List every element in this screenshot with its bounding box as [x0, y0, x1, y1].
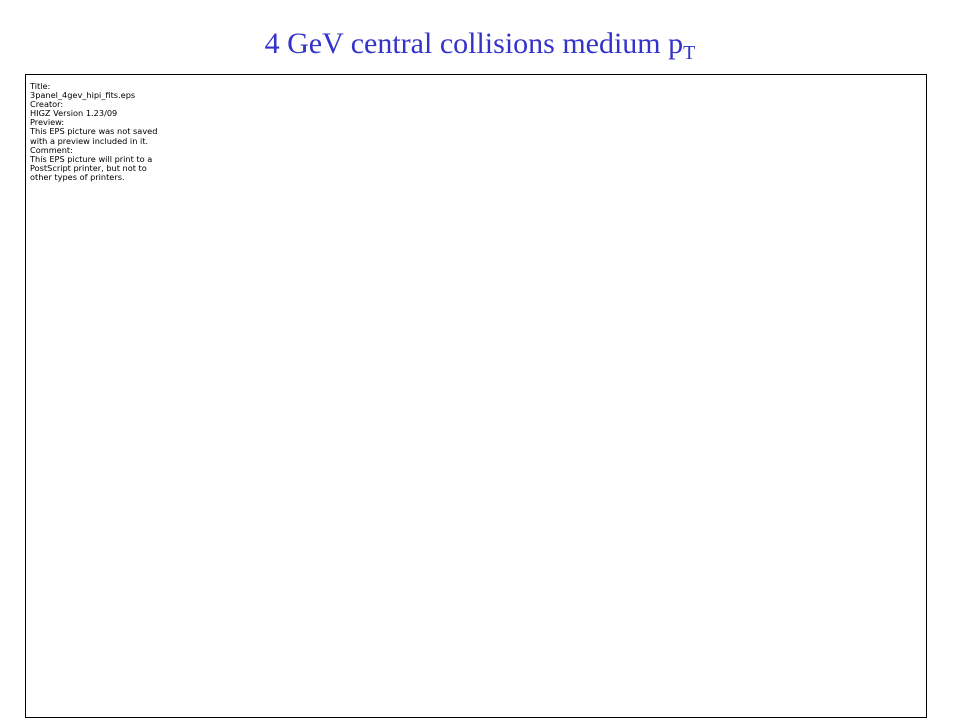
eps-creator-label: Creator:	[30, 99, 64, 110]
eps-comment-label: Comment:	[30, 144, 73, 155]
eps-comment-line-2: PostScript printer, but not to	[30, 162, 147, 173]
eps-title-label: Title:	[30, 81, 51, 91]
slide-title-subscript: T	[683, 42, 696, 64]
slide-title	[0, 24, 960, 64]
eps-preview-line-1: This EPS picture was not saved	[30, 126, 158, 137]
eps-title-value: 3panel_4gev_hipi_fits.eps	[30, 90, 136, 101]
eps-comment-line-3: other types of printers.	[30, 171, 125, 182]
eps-info-text	[30, 82, 157, 182]
eps-preview-line-2: with a preview included in it.	[30, 135, 149, 146]
eps-placeholder-frame	[25, 74, 927, 718]
eps-creator-value: HIGZ Version 1.23/09	[30, 108, 118, 119]
eps-preview-label: Preview:	[30, 117, 65, 128]
eps-comment-line-1: This EPS picture will print to a	[30, 153, 153, 164]
slide-title-main: 4 GeV central collisions medium p	[264, 27, 684, 60]
